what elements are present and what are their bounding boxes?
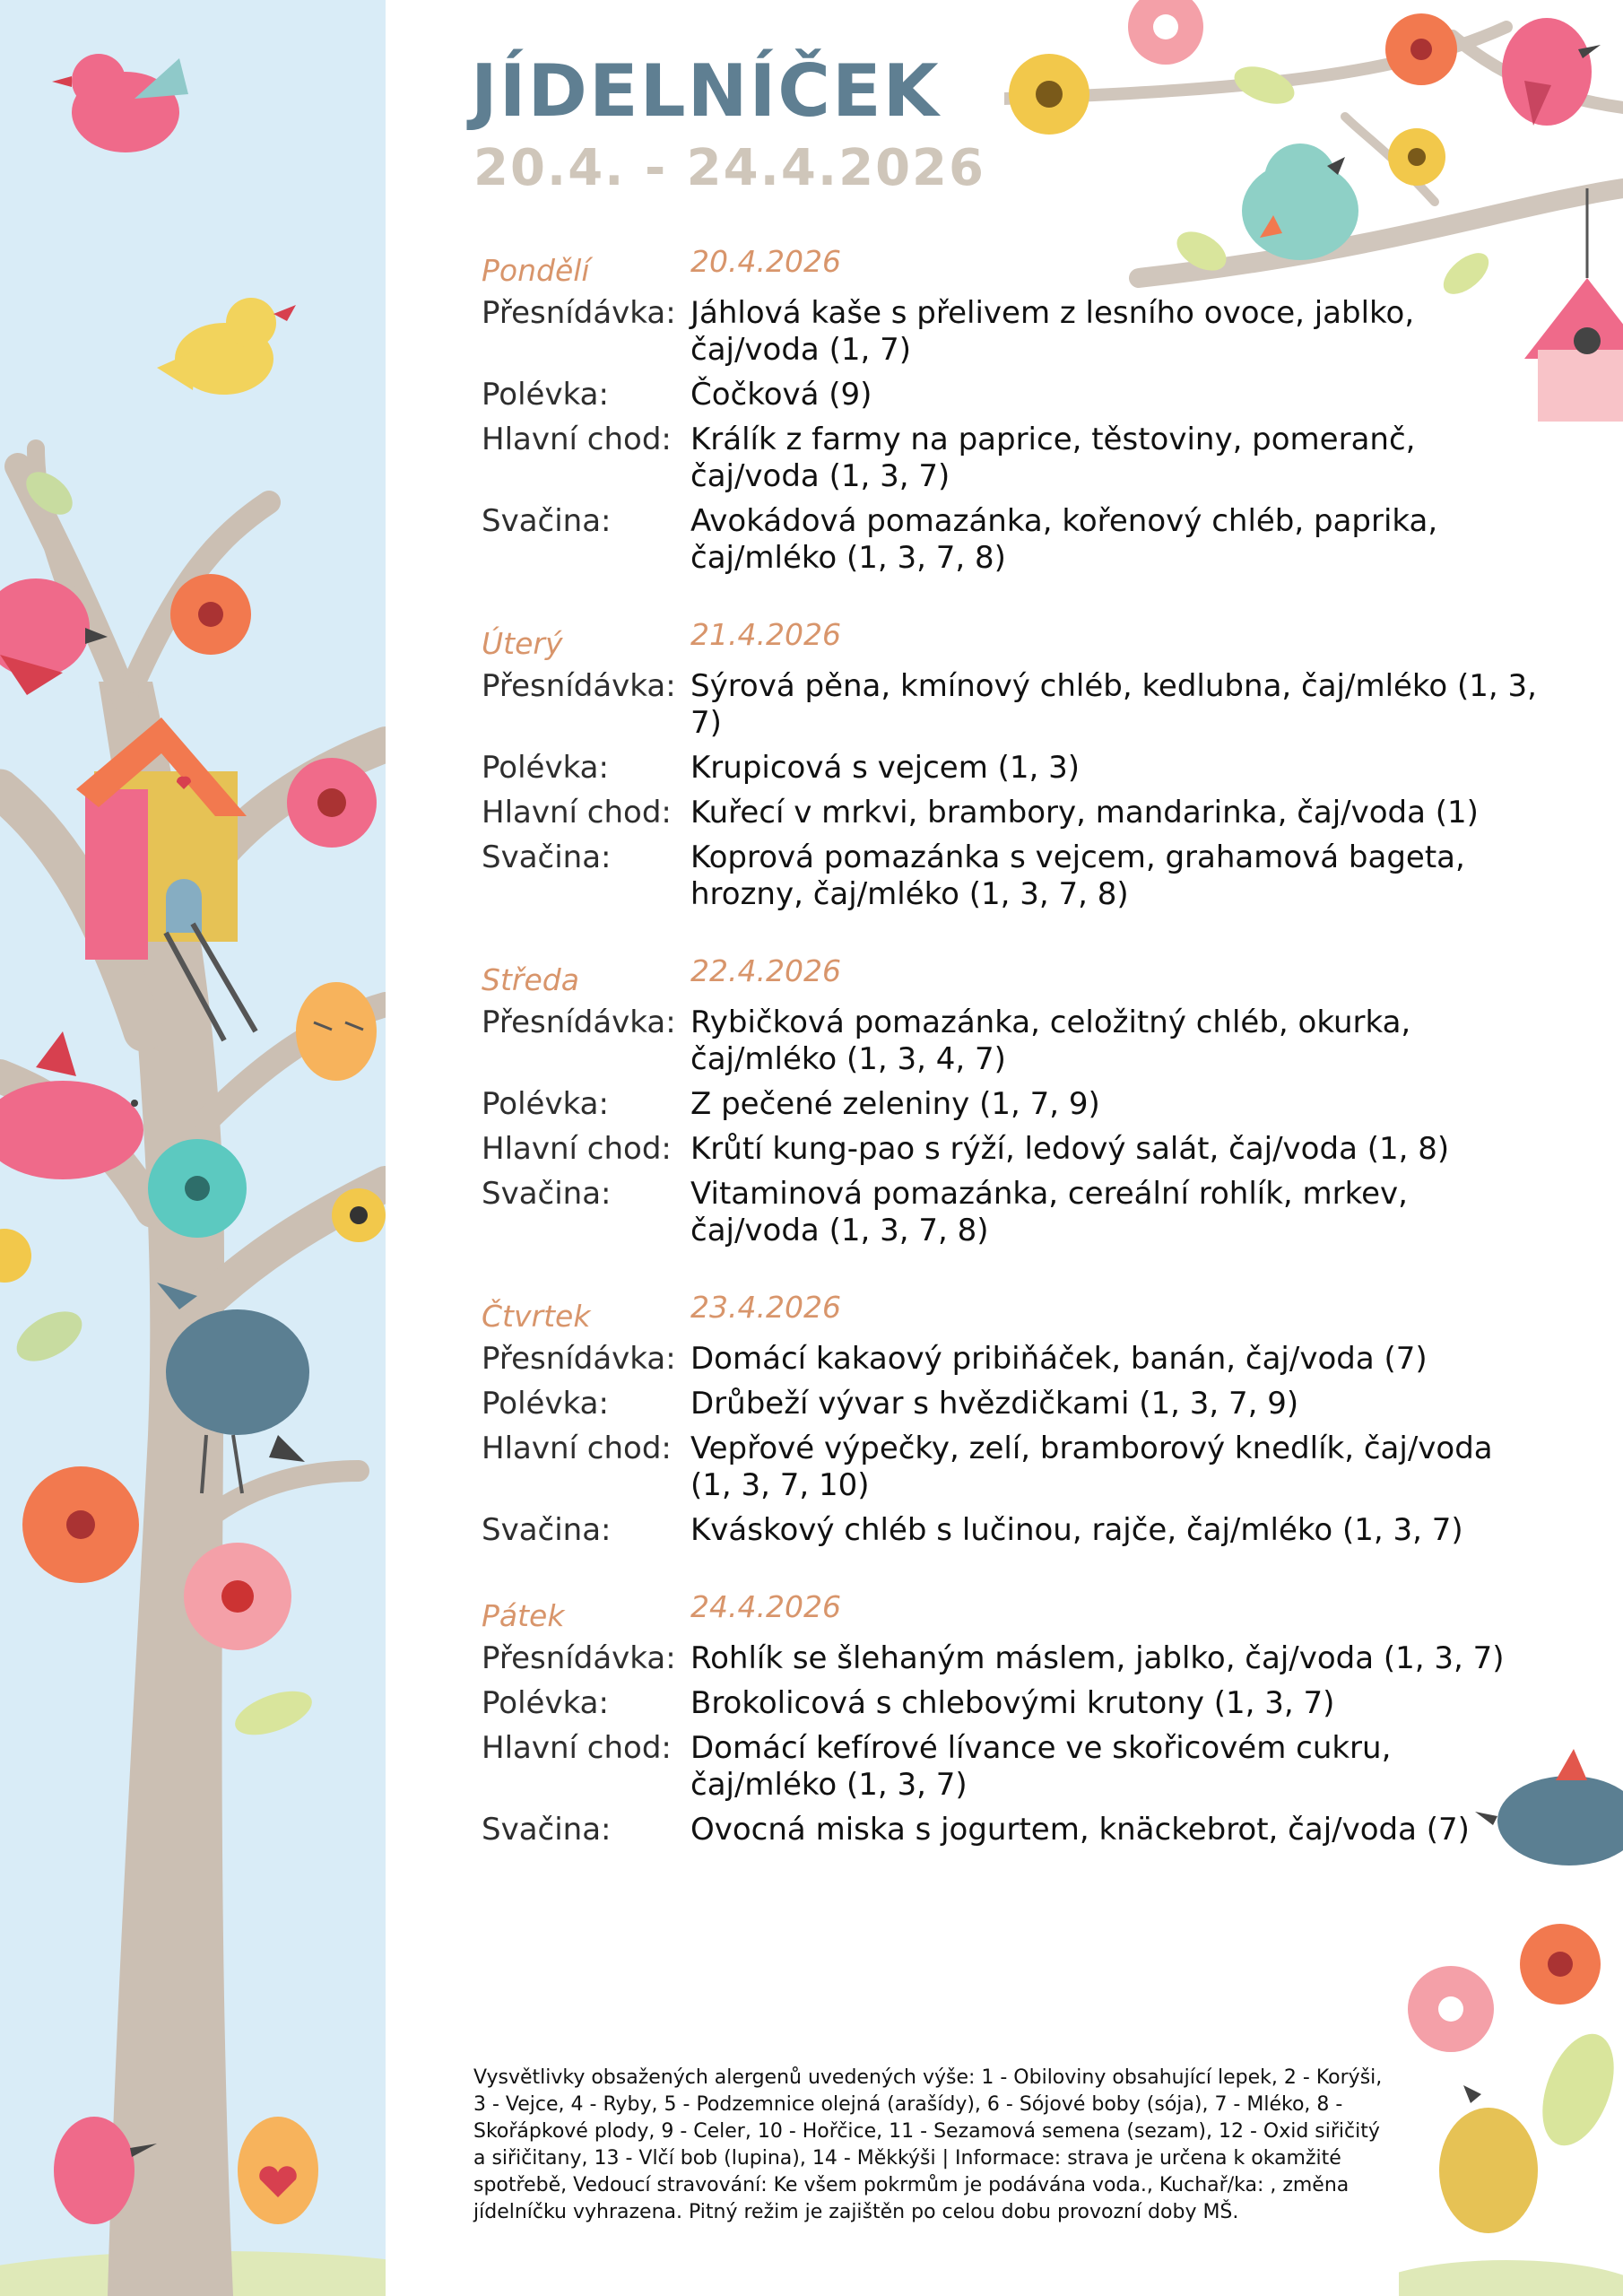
soup-label: Polévka: <box>482 750 609 786</box>
day-name: Středa <box>482 962 579 997</box>
snack-text: Avokádová pomazánka, kořenový chléb, paprika, čaj/mléko (1, 3, 7, 8) <box>690 503 1438 576</box>
main-course-text: Domácí kefírové lívance ve skořicovém cukru, čaj/mléko (1, 3, 7) <box>690 1730 1392 1803</box>
soup-row <box>482 1086 1540 1123</box>
main-course-text: Kuřecí v mrkvi, brambory, mandarinka, čaj/voda (1) <box>690 795 1479 831</box>
breakfast-text: Sýrová pěna, kmínový chléb, kedlubna, čaj/mléko (1, 3, 7) <box>690 668 1537 741</box>
snack-label: Svačina: <box>482 1176 612 1212</box>
main-course-text: Krůtí kung-pao s rýží, ledový salát, čaj/voda (1, 8) <box>690 1131 1450 1167</box>
main-course-row <box>482 1131 1540 1168</box>
main-course-row <box>482 795 1540 831</box>
soup-text: Z pečené zeleniny (1, 7, 9) <box>690 1086 1100 1122</box>
flower-icon <box>170 574 251 655</box>
day-date: 23.4.2026 <box>690 1290 841 1325</box>
soup-label: Polévka: <box>482 1386 609 1422</box>
snack-text: Koprová pomazánka s vejcem, grahamová bageta, hrozny, čaj/mléko (1, 3, 7, 8) <box>690 839 1465 912</box>
day-date: 22.4.2026 <box>690 953 841 988</box>
snack-text: Kváskový chléb s lučinou, rajče, čaj/mléko (1, 3, 7) <box>690 1512 1463 1548</box>
main-course-label: Hlavní chod: <box>482 422 672 457</box>
main-course-label: Hlavní chod: <box>482 1131 672 1167</box>
breakfast-text: Rybičková pomazánka, celožitný chléb, okurka, čaj/mléko (1, 3, 4, 7) <box>690 1004 1411 1077</box>
main-course-text: Vepřové výpečky, zelí, bramborový knedlík, čaj/voda (1, 3, 7, 10) <box>690 1431 1493 1503</box>
snack-label: Svačina: <box>482 839 612 875</box>
flower-icon <box>1388 128 1445 186</box>
bird-icon <box>238 2117 318 2224</box>
weekly-menu <box>482 244 1540 1889</box>
snack-row <box>482 503 1540 577</box>
day-date: 20.4.2026 <box>690 244 841 279</box>
flower-icon <box>1520 1924 1601 2005</box>
flower-icon <box>1009 54 1089 135</box>
flower-icon <box>287 758 377 848</box>
snack-row <box>482 1512 1540 1549</box>
soup-row <box>482 1685 1540 1722</box>
breakfast-row <box>482 1640 1540 1677</box>
day-tuesday <box>482 617 1540 913</box>
breakfast-label: Přesnídávka: <box>482 295 676 331</box>
flower-icon <box>1128 0 1203 65</box>
flower-icon <box>148 1139 247 1238</box>
snack-label: Svačina: <box>482 1512 612 1548</box>
breakfast-row <box>482 295 1540 369</box>
day-header <box>482 1290 1540 1333</box>
main-course-label: Hlavní chod: <box>482 1730 672 1766</box>
breakfast-label: Přesnídávka: <box>482 1004 676 1040</box>
snack-row <box>482 1812 1540 1848</box>
flower-icon <box>1385 13 1457 85</box>
tree-illustration <box>0 0 386 2296</box>
bird-icon <box>1502 18 1601 126</box>
allergen-footnote: Vysvětlivky obsažených alergenů uvedených výše: 1 - Obiloviny obsahující lepek, 2 - Korýši, 3 - Vejce, 4 - Ryby, 5 - Podzemnice olejná (arašídy), 6 - Sójové boby (sója), 7 - Mléko, 8 - Skořápkové plody, 9 - Celer, 10 - Hořčice, 11 - Sezamová semena (sezam), 12 - Oxid siřičitý a siřičitany, 13 - Vlčí bob (lupina), 14 - Měkkýši | Informace: strava je určena k okamžité spotřebě, Vedoucí stravování: Ke všem pokrmům je podávána voda., Kuchař/ka: , změna jídelníčku vyhrazena. Pitný režim je zajištěn po celou dobu provozní doby MŠ. <box>473 2066 1383 2223</box>
day-friday <box>482 1589 1540 1848</box>
breakfast-label: Přesnídávka: <box>482 1640 676 1676</box>
soup-text: Krupicová s vejcem (1, 3) <box>690 750 1081 786</box>
day-name: Čtvrtek <box>482 1299 591 1334</box>
day-header <box>482 244 1540 287</box>
soup-label: Polévka: <box>482 1086 609 1122</box>
main-course-row <box>482 1730 1540 1804</box>
day-thursday <box>482 1290 1540 1549</box>
soup-text: Drůbeží vývar s hvězdičkami (1, 3, 7, 9) <box>690 1386 1299 1422</box>
soup-row <box>482 377 1540 413</box>
soup-row <box>482 750 1540 787</box>
day-name: Úterý <box>482 626 563 661</box>
soup-text: Čočková (9) <box>690 377 872 413</box>
day-monday <box>482 244 1540 577</box>
flower-icon <box>184 1543 291 1650</box>
breakfast-row <box>482 1004 1540 1078</box>
snack-text: Vitaminová pomazánka, cereální rohlík, mrkev, čaj/voda (1, 3, 7, 8) <box>690 1176 1408 1248</box>
day-header <box>482 617 1540 660</box>
snack-row <box>482 1176 1540 1249</box>
snack-label: Svačina: <box>482 1812 612 1848</box>
soup-label: Polévka: <box>482 1685 609 1721</box>
main-course-row <box>482 1431 1540 1504</box>
breakfast-text: Domácí kakaový pribiňáček, banán, čaj/voda (7) <box>690 1341 1428 1377</box>
day-header <box>482 1589 1540 1632</box>
main-course-label: Hlavní chod: <box>482 795 672 831</box>
main-course-row <box>482 422 1540 495</box>
bird-icon <box>296 982 377 1081</box>
breakfast-text: Jáhlová kaše s přelivem z lesního ovoce, jablko, čaj/voda (1, 7) <box>690 295 1415 368</box>
breakfast-text: Rohlík se šlehaným máslem, jablko, čaj/voda (1, 3, 7) <box>690 1640 1505 1676</box>
page-title: JÍDELNÍČEK <box>471 49 941 133</box>
leaf-icon <box>1529 2024 1623 2155</box>
soup-row <box>482 1386 1540 1422</box>
main-course-label: Hlavní chod: <box>482 1431 672 1466</box>
breakfast-row <box>482 668 1540 742</box>
day-date: 24.4.2026 <box>690 1589 841 1624</box>
breakfast-label: Přesnídávka: <box>482 1341 676 1377</box>
flower-icon <box>332 1188 386 1242</box>
snack-label: Svačina: <box>482 503 612 539</box>
soup-text: Brokolicová s chlebovými krutony (1, 3, 7) <box>690 1685 1335 1721</box>
bird-icon <box>1439 2085 1538 2233</box>
date-range: 20.4. - 24.4.2026 <box>473 139 985 197</box>
flower-icon <box>1408 1966 1494 2052</box>
day-wednesday <box>482 953 1540 1249</box>
soup-label: Polévka: <box>482 377 609 413</box>
flower-icon <box>22 1466 139 1583</box>
snack-row <box>482 839 1540 913</box>
snack-text: Ovocná miska s jogurtem, knäckebrot, čaj/voda (7) <box>690 1812 1470 1848</box>
bird-icon <box>1242 144 1358 260</box>
day-header <box>482 953 1540 996</box>
main-course-text: Králík z farmy na paprice, těstoviny, pomeranč, čaj/voda (1, 3, 7) <box>690 422 1416 494</box>
day-date: 21.4.2026 <box>690 617 841 652</box>
day-name: Pondělí <box>482 253 590 288</box>
day-name: Pátek <box>482 1598 565 1633</box>
breakfast-label: Přesnídávka: <box>482 668 676 704</box>
breakfast-row <box>482 1341 1540 1378</box>
